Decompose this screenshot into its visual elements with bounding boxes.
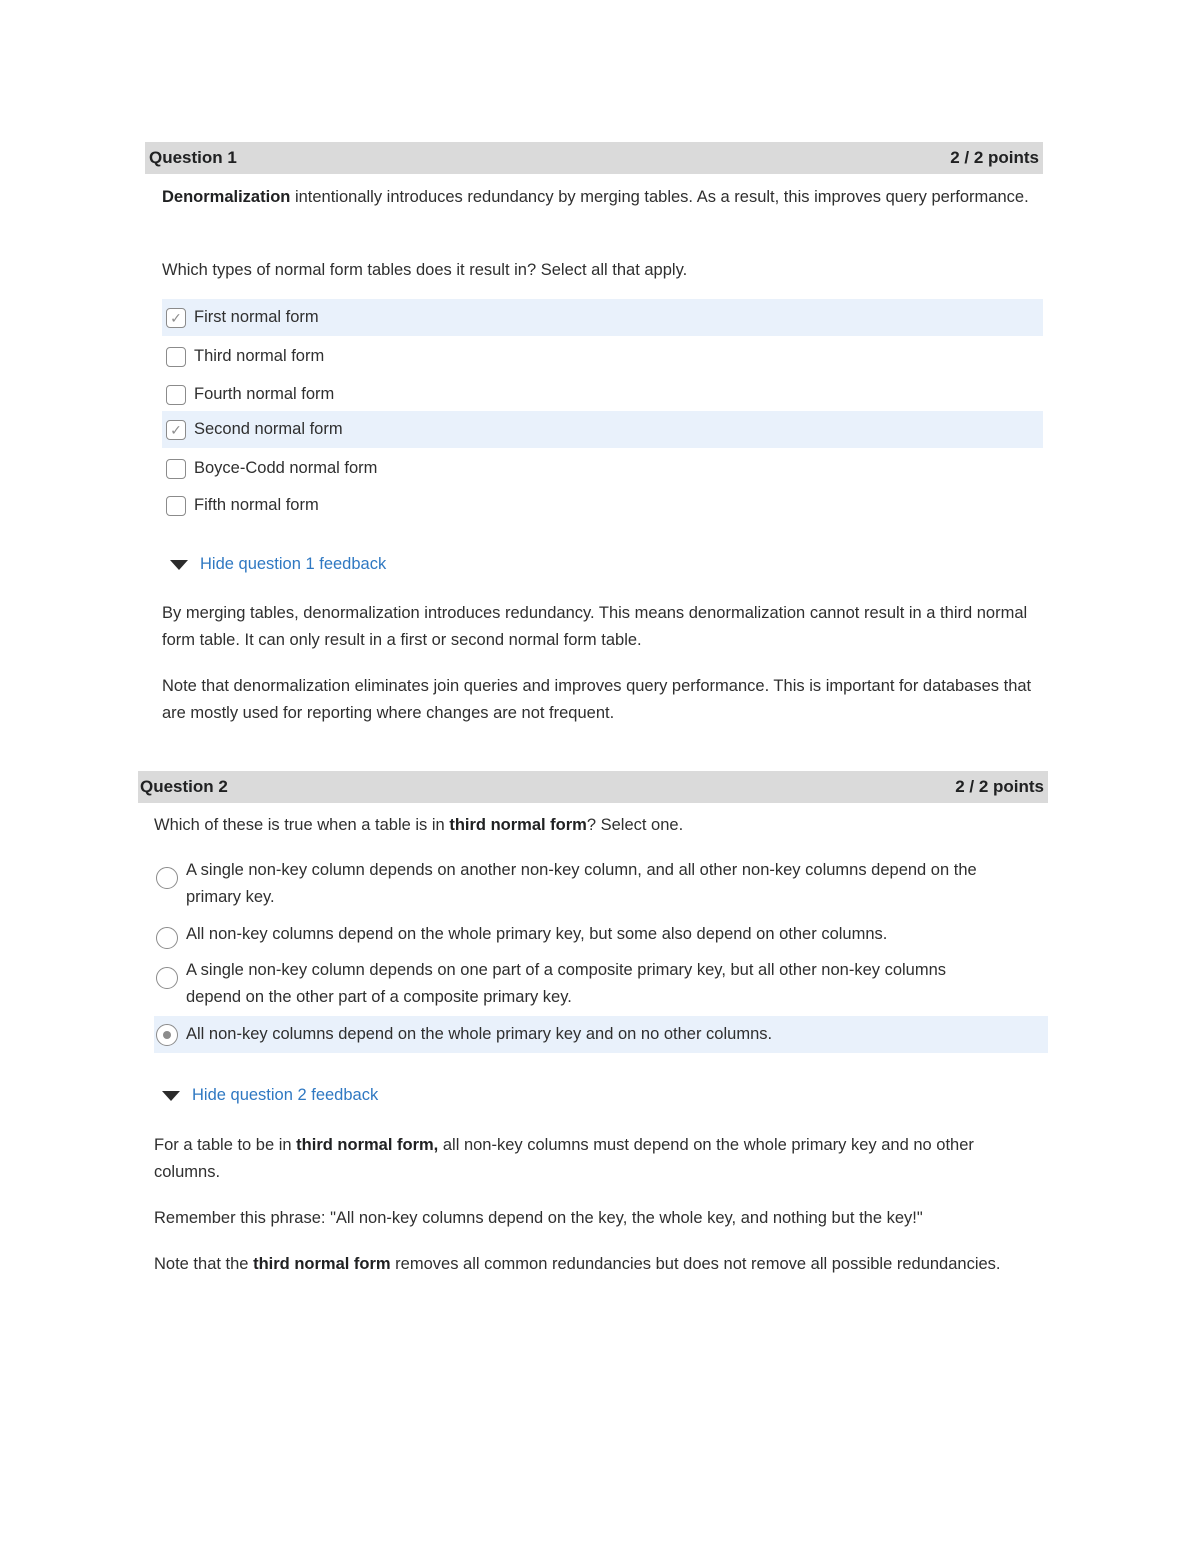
q1-option-label: Boyce-Codd normal form	[194, 459, 378, 477]
feedback-bold-text: third normal form,	[296, 1136, 439, 1154]
feedback-toggle-label: Hide question 2 feedback	[192, 1086, 379, 1104]
q1-option-label: Fifth normal form	[194, 496, 319, 514]
feedback-text: Note that the	[154, 1255, 254, 1273]
hide-question-1-feedback-link[interactable]	[170, 555, 386, 574]
q2-option-2[interactable]	[154, 921, 1044, 949]
question-2-header	[138, 771, 1048, 803]
q1-option-label: Second normal form	[194, 420, 343, 438]
hide-question-2-feedback-link[interactable]	[162, 1086, 378, 1105]
radio-icon[interactable]	[156, 967, 178, 989]
checkbox-icon[interactable]	[166, 385, 186, 405]
question-2-points: 2 / 2 points	[955, 777, 1044, 796]
question-2-prompt	[154, 812, 1034, 839]
q1-option-label: First normal form	[194, 308, 319, 326]
question-1-points: 2 / 2 points	[950, 148, 1039, 167]
question-2-title: Question 2	[140, 777, 228, 796]
caret-down-icon	[170, 560, 188, 570]
q2-option-4[interactable]	[154, 1016, 1048, 1053]
question-1-feedback-paragraph-2: Note that denormalization eliminates join queries and improves query performance. This is important for databases that are mostly used for reporting where changes are not frequent.	[162, 677, 1032, 722]
q1-option-boyce-codd-normal-form[interactable]	[162, 450, 1043, 487]
question-2-prompt-text-end: ? Select one.	[586, 816, 684, 834]
question-2-feedback-paragraph-1	[154, 1132, 1039, 1186]
checkbox-checked-icon[interactable]: ✓	[166, 420, 186, 440]
checkbox-icon[interactable]	[166, 496, 186, 516]
question-2-feedback-paragraph-3	[154, 1251, 1039, 1278]
q2-option-label: All non-key columns depend on the whole primary key and on no other columns.	[186, 1025, 773, 1043]
radio-icon[interactable]	[156, 927, 178, 949]
q1-option-third-normal-form[interactable]	[162, 338, 1043, 375]
question-2-feedback-paragraph-2: Remember this phrase: "All non-key columns depend on the key, the whole key, and nothing but the key!"	[154, 1209, 923, 1227]
q1-option-label: Third normal form	[194, 347, 325, 365]
question-2-prompt-bold: third normal form	[449, 816, 587, 834]
feedback-bold-text: third normal form	[253, 1255, 391, 1273]
question-2-prompt-text: Which of these is true when a table is in	[154, 816, 450, 834]
radio-icon[interactable]	[156, 867, 178, 889]
feedback-text: For a table to be in	[154, 1136, 297, 1154]
q2-option-1[interactable]	[154, 857, 1044, 911]
question-1-instruction: Which types of normal form tables does it result in? Select all that apply.	[162, 261, 688, 279]
question-1-title: Question 1	[149, 148, 237, 167]
q2-option-label: A single non-key column depends on another non-key column, and all other non-key columns depend on the primary key.	[186, 861, 977, 906]
question-1-header	[145, 142, 1043, 174]
feedback-text: all non-key columns must depend on the whole primary key and no other columns.	[154, 1136, 974, 1181]
checkbox-icon[interactable]	[166, 347, 186, 367]
q1-option-fourth-normal-form[interactable]	[162, 376, 1043, 413]
question-1-feedback-paragraph-1: By merging tables, denormalization introduces redundancy. This means denormalization cannot result in a third normal form table. It can only result in a first or second normal form table.	[162, 604, 1028, 649]
feedback-toggle-label: Hide question 1 feedback	[200, 555, 387, 573]
question-1-prompt	[162, 184, 1032, 211]
checkbox-checked-icon[interactable]: ✓	[166, 308, 186, 328]
caret-down-icon	[162, 1091, 180, 1101]
q1-option-label: Fourth normal form	[194, 385, 335, 403]
q2-option-label: All non-key columns depend on the whole primary key, but some also depend on other columns.	[186, 925, 888, 943]
q2-option-3[interactable]	[154, 957, 1044, 1011]
feedback-text: removes all common redundancies but does not remove all possible redundancies.	[390, 1255, 1001, 1273]
q2-option-label: A single non-key column depends on one part of a composite primary key, but all other non-key columns depend on the other part of a composite primary key.	[186, 961, 947, 1006]
radio-selected-icon[interactable]	[156, 1024, 178, 1046]
q1-option-first-normal-form[interactable]	[162, 299, 1043, 336]
checkbox-icon[interactable]	[166, 459, 186, 479]
question-1-prompt-bold: Denormalization	[162, 188, 291, 206]
question-1-prompt-text: intentionally introduces redundancy by merging tables. As a result, this improves query performance.	[290, 188, 1029, 206]
q1-option-fifth-normal-form[interactable]	[162, 487, 1043, 524]
q1-option-second-normal-form[interactable]	[162, 411, 1043, 448]
